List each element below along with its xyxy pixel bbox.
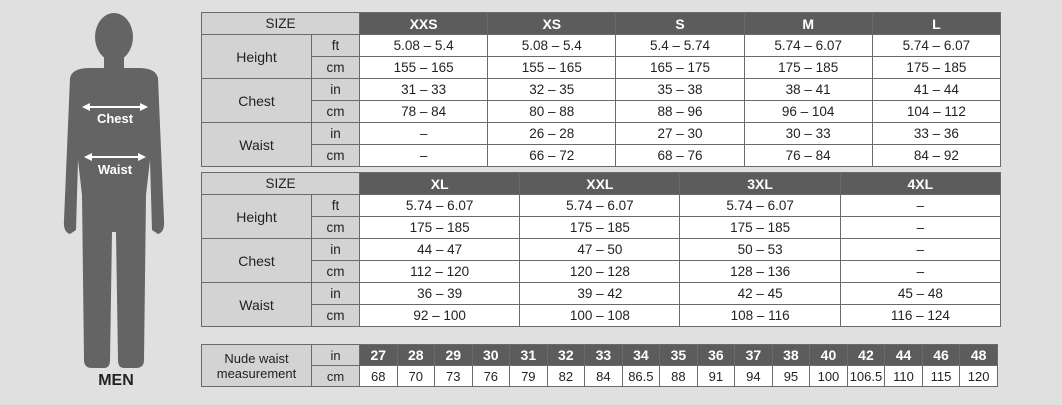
height-label: Height xyxy=(202,195,312,239)
nude-in-cell: 48 xyxy=(960,345,998,366)
table-cell: 45 – 48 xyxy=(840,283,1000,305)
table-cell: 175 – 185 xyxy=(680,217,840,239)
chest-label: Chest xyxy=(96,111,134,126)
table-cell: 50 – 53 xyxy=(680,239,840,261)
nude-cm-cell: 82 xyxy=(547,366,585,387)
waist-label: Waist xyxy=(202,283,312,327)
unit-in: in xyxy=(312,345,360,366)
height-label: Height xyxy=(202,35,312,79)
table-cell: 41 – 44 xyxy=(872,79,1000,101)
unit-cm: cm xyxy=(312,305,360,327)
nude-cm-cell: 91 xyxy=(697,366,735,387)
table-cell: 31 – 33 xyxy=(360,79,488,101)
table-cell: 5.08 – 5.4 xyxy=(488,35,616,57)
waist-label: Waist xyxy=(97,162,133,177)
table-cell: 88 – 96 xyxy=(616,101,744,123)
nude-in-cell: 29 xyxy=(435,345,473,366)
table-row xyxy=(202,195,1001,217)
nude-cm-cell: 79 xyxy=(510,366,548,387)
table-row xyxy=(202,305,1001,327)
table-cell: 47 – 50 xyxy=(520,239,680,261)
unit-cm: cm xyxy=(312,57,360,79)
nude-in-cell: 40 xyxy=(810,345,848,366)
nude-in-cell: 27 xyxy=(360,345,398,366)
nude-in-cell: 37 xyxy=(735,345,773,366)
nude-in-cell: 30 xyxy=(472,345,510,366)
nude-cm-cell: 84 xyxy=(585,366,623,387)
body-silhouette-icon xyxy=(0,0,200,400)
table-cell: 5.74 – 6.07 xyxy=(360,195,520,217)
table-cell: 84 – 92 xyxy=(872,145,1000,167)
table-cell: 42 – 45 xyxy=(680,283,840,305)
table-cell: 27 – 30 xyxy=(616,123,744,145)
nude-cm-cell: 86.5 xyxy=(622,366,660,387)
table-cell: 36 – 39 xyxy=(360,283,520,305)
table-row xyxy=(202,79,1001,101)
nude-cm-cell: 106.5 xyxy=(847,366,885,387)
nude-cm-cell: 70 xyxy=(397,366,435,387)
nude-waist-label xyxy=(202,345,312,387)
nude-in-cell: 33 xyxy=(585,345,623,366)
unit-cm: cm xyxy=(312,101,360,123)
unit-cm: cm xyxy=(312,366,360,387)
table-cell: 108 – 116 xyxy=(680,305,840,327)
nude-cm-cell: 115 xyxy=(922,366,960,387)
table-cell: 76 – 84 xyxy=(744,145,872,167)
size-xl: XL xyxy=(360,173,520,195)
nude-cm-cell: 76 xyxy=(472,366,510,387)
table-row xyxy=(202,123,1001,145)
chest-label: Chest xyxy=(202,79,312,123)
table-cell: 96 – 104 xyxy=(744,101,872,123)
table-cell: 26 – 28 xyxy=(488,123,616,145)
table-cell: – xyxy=(360,123,488,145)
table-cell: 80 – 88 xyxy=(488,101,616,123)
table-cell: 66 – 72 xyxy=(488,145,616,167)
size-table-2 xyxy=(201,172,1001,327)
size-xxl: XXL xyxy=(520,173,680,195)
table-row xyxy=(202,261,1001,283)
table-cell: 38 – 41 xyxy=(744,79,872,101)
table-cell: – xyxy=(360,145,488,167)
table-cell: 175 – 185 xyxy=(520,217,680,239)
nude-in-cell: 31 xyxy=(510,345,548,366)
table-cell: 5.08 – 5.4 xyxy=(360,35,488,57)
nude-in-cell: 44 xyxy=(885,345,923,366)
nude-waist-table xyxy=(201,344,998,387)
size-xs: XS xyxy=(488,13,616,35)
table-row xyxy=(202,57,1001,79)
size-l: L xyxy=(872,13,1000,35)
nude-waist-label-line2: measurement xyxy=(216,365,297,381)
table-cell: 33 – 36 xyxy=(872,123,1000,145)
nude-cm-cell: 88 xyxy=(660,366,698,387)
size-table-1 xyxy=(201,12,1001,167)
nude-in-cell: 42 xyxy=(847,345,885,366)
table-cell: 32 – 35 xyxy=(488,79,616,101)
unit-cm: cm xyxy=(312,145,360,167)
table-cell: 175 – 185 xyxy=(744,57,872,79)
nude-in-cell: 32 xyxy=(547,345,585,366)
waist-label: Waist xyxy=(202,123,312,167)
table-row xyxy=(202,345,998,366)
size-header: SIZE xyxy=(202,173,360,195)
nude-cm-cell: 100 xyxy=(810,366,848,387)
nude-cm-cell: 95 xyxy=(772,366,810,387)
table-cell: 92 – 100 xyxy=(360,305,520,327)
size-s: S xyxy=(616,13,744,35)
table-cell: 155 – 165 xyxy=(360,57,488,79)
chest-label: Chest xyxy=(202,239,312,283)
size-m: M xyxy=(744,13,872,35)
table-row xyxy=(202,173,1001,195)
unit-ft: ft xyxy=(312,195,360,217)
table-cell: 112 – 120 xyxy=(360,261,520,283)
table-row xyxy=(202,101,1001,123)
table-cell: 5.74 – 6.07 xyxy=(744,35,872,57)
table-cell: 155 – 165 xyxy=(488,57,616,79)
table-cell: 44 – 47 xyxy=(360,239,520,261)
table-row xyxy=(202,35,1001,57)
table-cell: 35 – 38 xyxy=(616,79,744,101)
unit-cm: cm xyxy=(312,217,360,239)
table-cell: – xyxy=(840,217,1000,239)
unit-in: in xyxy=(312,239,360,261)
nude-in-cell: 28 xyxy=(397,345,435,366)
nude-cm-cell: 68 xyxy=(360,366,398,387)
table-row xyxy=(202,145,1001,167)
table-cell: 5.4 – 5.74 xyxy=(616,35,744,57)
table-cell: 30 – 33 xyxy=(744,123,872,145)
table-cell: 104 – 112 xyxy=(872,101,1000,123)
table-cell: 78 – 84 xyxy=(360,101,488,123)
unit-in: in xyxy=(312,123,360,145)
size-4xl: 4XL xyxy=(840,173,1000,195)
table-row xyxy=(202,217,1001,239)
nude-cm-cell: 94 xyxy=(735,366,773,387)
nude-in-cell: 46 xyxy=(922,345,960,366)
table-row xyxy=(202,13,1001,35)
table-cell: – xyxy=(840,261,1000,283)
table-cell: 5.74 – 6.07 xyxy=(872,35,1000,57)
table-cell: 68 – 76 xyxy=(616,145,744,167)
nude-in-cell: 36 xyxy=(697,345,735,366)
table-row xyxy=(202,283,1001,305)
table-cell: 120 – 128 xyxy=(520,261,680,283)
table-row xyxy=(202,239,1001,261)
gender-label: MEN xyxy=(98,372,134,389)
body-figure xyxy=(0,0,200,400)
table-cell: 175 – 185 xyxy=(872,57,1000,79)
unit-in: in xyxy=(312,79,360,101)
nude-waist-label-line1: Nude waist xyxy=(224,350,289,366)
nude-in-cell: 35 xyxy=(660,345,698,366)
unit-ft: ft xyxy=(312,35,360,57)
table-cell: 39 – 42 xyxy=(520,283,680,305)
table-cell: – xyxy=(840,195,1000,217)
size-3xl: 3XL xyxy=(680,173,840,195)
table-cell: 165 – 175 xyxy=(616,57,744,79)
nude-in-cell: 34 xyxy=(622,345,660,366)
table-cell: 116 – 124 xyxy=(840,305,1000,327)
table-cell: 175 – 185 xyxy=(360,217,520,239)
nude-in-cell: 38 xyxy=(772,345,810,366)
table-cell: 5.74 – 6.07 xyxy=(520,195,680,217)
unit-cm: cm xyxy=(312,261,360,283)
unit-in: in xyxy=(312,283,360,305)
table-cell: 100 – 108 xyxy=(520,305,680,327)
table-cell: 128 – 136 xyxy=(680,261,840,283)
nude-cm-cell: 120 xyxy=(960,366,998,387)
size-header: SIZE xyxy=(202,13,360,35)
table-row xyxy=(202,366,998,387)
nude-cm-cell: 110 xyxy=(885,366,923,387)
table-cell: – xyxy=(840,239,1000,261)
size-xxs: XXS xyxy=(360,13,488,35)
table-cell: 5.74 – 6.07 xyxy=(680,195,840,217)
nude-cm-cell: 73 xyxy=(435,366,473,387)
